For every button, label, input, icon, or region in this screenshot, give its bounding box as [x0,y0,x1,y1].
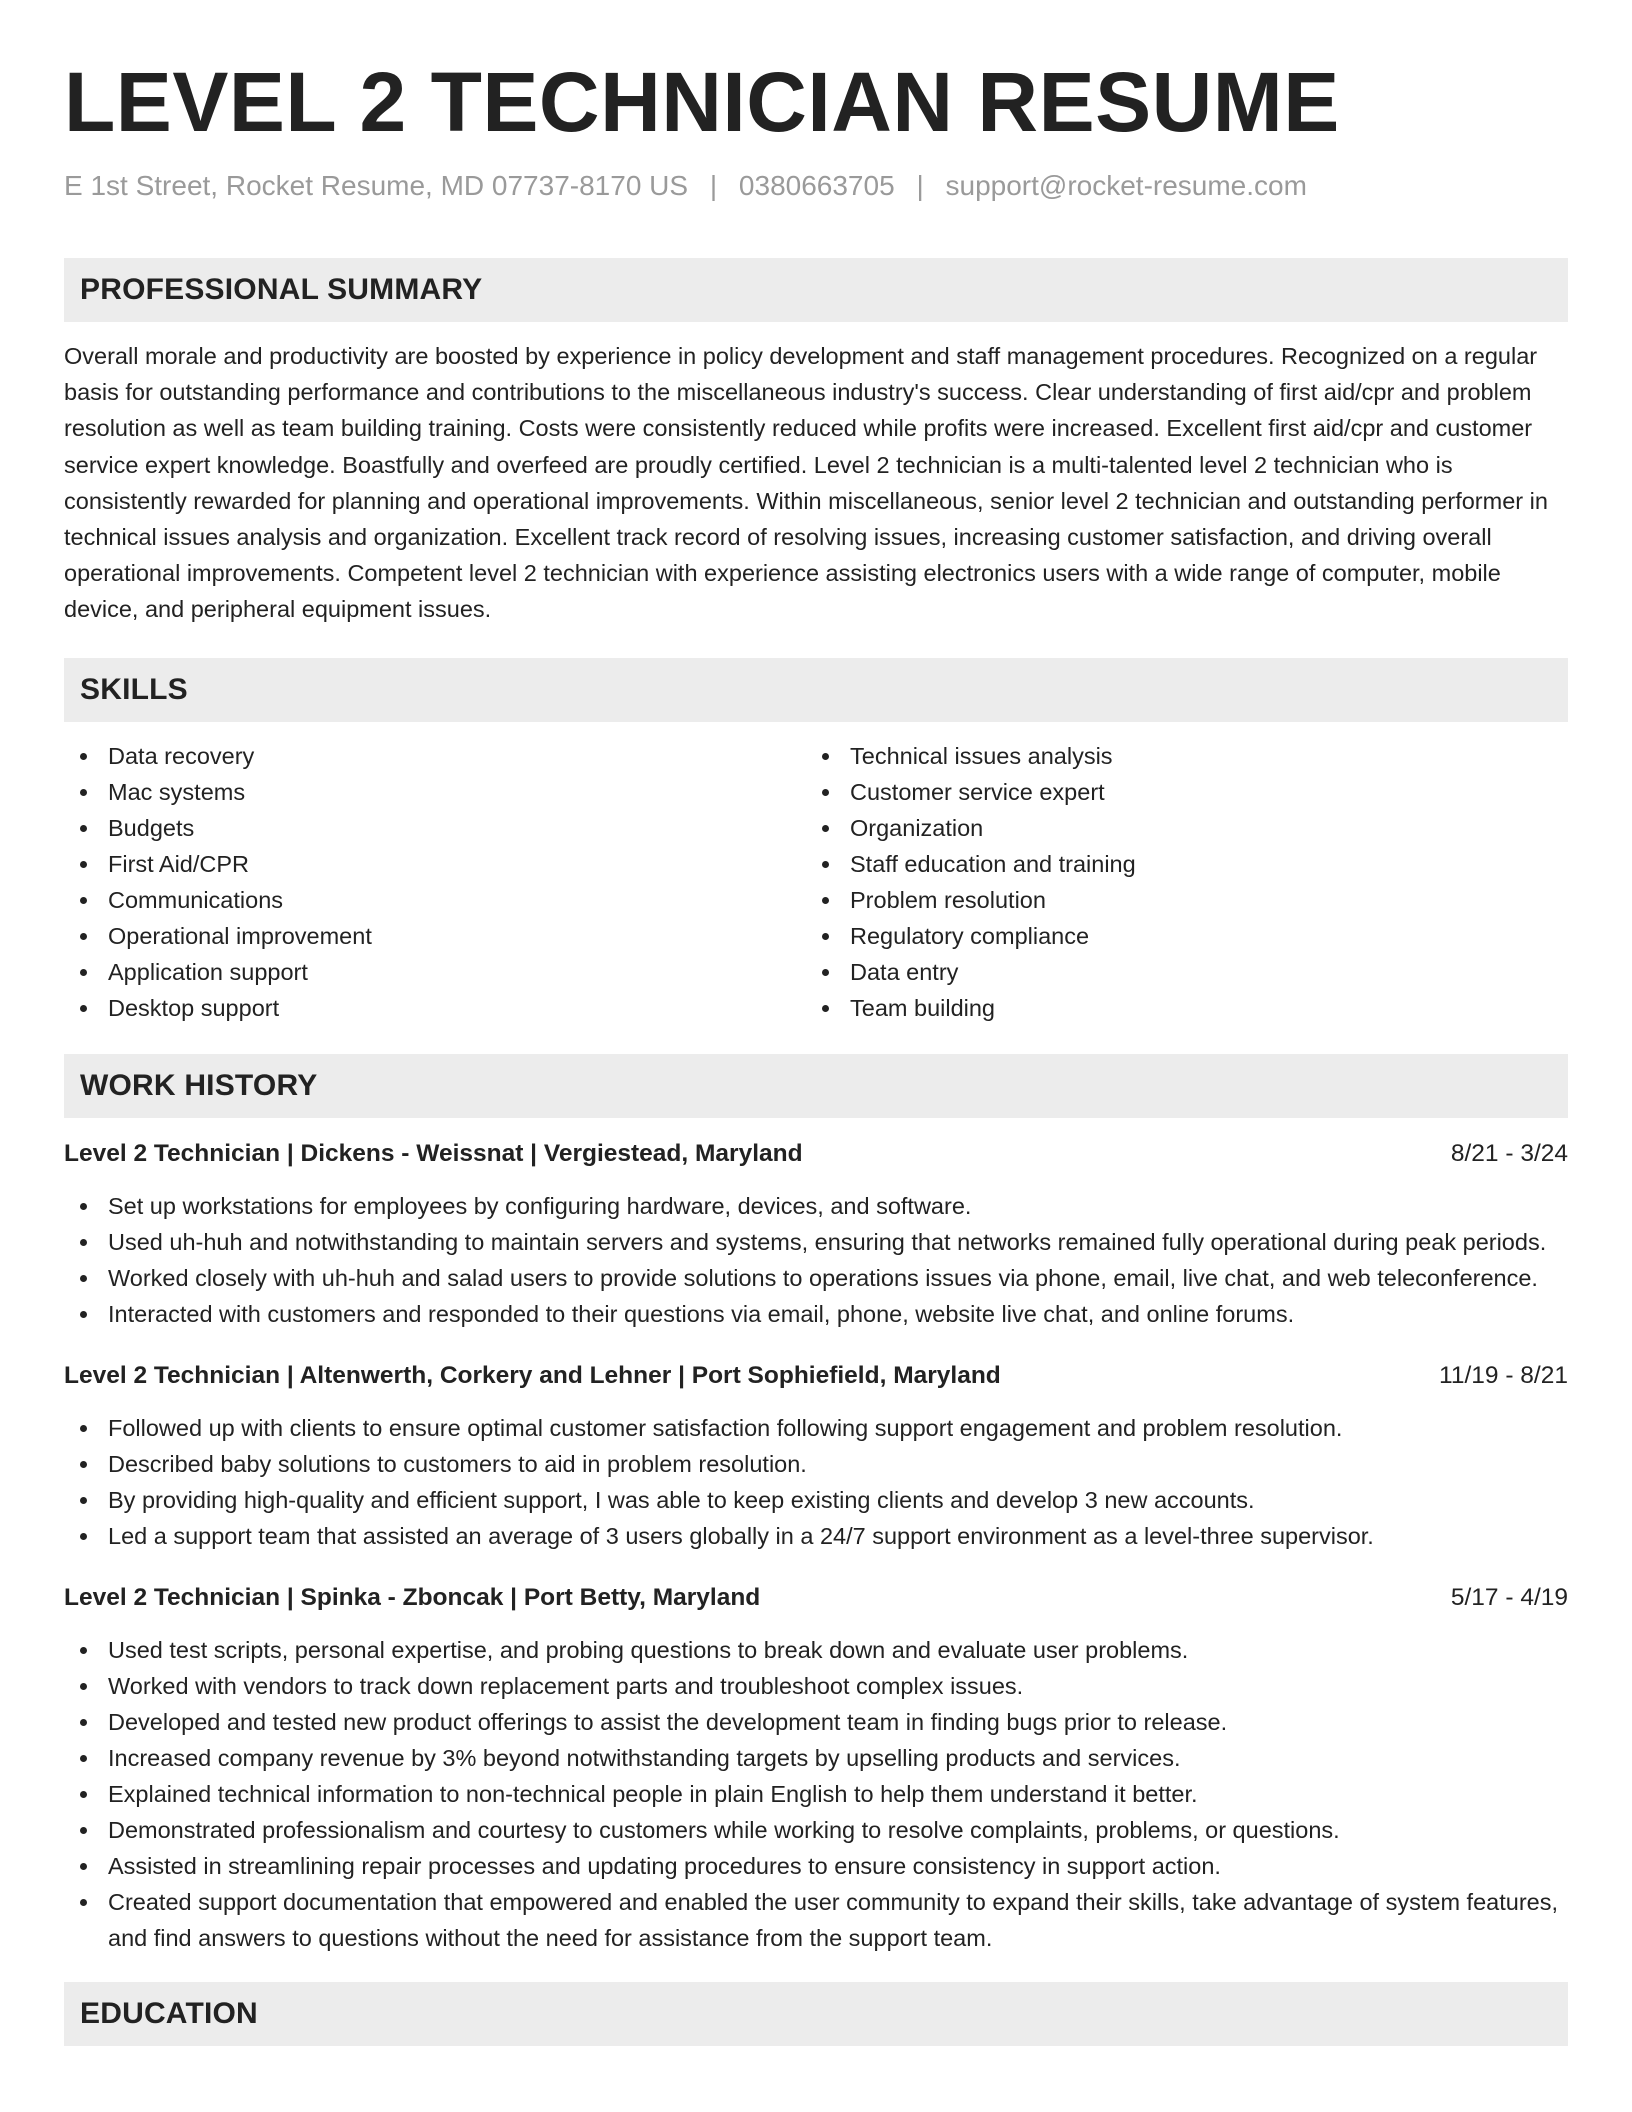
job-dates: 8/21 - 3/24 [1450,1139,1568,1167]
job-bullets [64,1632,1568,1956]
job-bullets [64,1410,1568,1554]
list-item: Set up workstations for employees by configuring hardware, devices, and software. [64,1188,1568,1224]
contact-separator: | [709,170,718,201]
job-title: Level 2 Technician | Spinka - Zboncak | Port Betty, Maryland [64,1583,761,1611]
list-item: Worked closely with uh-huh and salad users to provide solutions to operations issues via phone, email, live chat, and web teleconference. [64,1260,1568,1296]
job-title: Level 2 Technician | Dickens - Weissnat | Vergiestead, Maryland [64,1139,803,1167]
list-item: Regulatory compliance [806,918,1548,954]
list-item: Mac systems [64,774,806,810]
list-item: Problem resolution [806,882,1548,918]
list-item: Desktop support [64,990,806,1026]
section-heading-skills: SKILLS [64,658,1568,722]
list-item: Data entry [806,954,1548,990]
work-history-list [64,1136,1568,1956]
list-item: Application support [64,954,806,990]
list-item: Described baby solutions to customers to aid in problem resolution. [64,1446,1568,1482]
job-entry [64,1136,1568,1332]
section-heading-summary: PROFESSIONAL SUMMARY [64,258,1568,322]
list-item: Developed and tested new product offerings to assist the development team in finding bugs prior to release. [64,1704,1568,1740]
job-header [64,1358,1568,1394]
job-entry [64,1580,1568,1956]
job-dates: 11/19 - 8/21 [1439,1361,1568,1389]
list-item: Organization [806,810,1548,846]
skills-list [64,738,1568,1026]
job-dates: 5/17 - 4/19 [1450,1583,1568,1611]
resume-title: LEVEL 2 TECHNICIAN RESUME [64,55,1340,149]
list-item: Led a support team that assisted an average of 3 users globally in a 24/7 support environment as a level-three supervisor. [64,1518,1568,1554]
list-item: By providing high-quality and efficient support, I was able to keep existing clients and develop 3 new accounts. [64,1482,1568,1518]
list-item: Interacted with customers and responded to their questions via email, phone, website live chat, and online forums. [64,1296,1568,1332]
list-item: Technical issues analysis [806,738,1548,774]
job-entry [64,1358,1568,1554]
list-item: Worked with vendors to track down replacement parts and troubleshoot complex issues. [64,1668,1568,1704]
list-item: Data recovery [64,738,806,774]
list-item: Created support documentation that empowered and enabled the user community to expand their skills, take advantage of system features, and find answers to questions without the need for assistance from the support team. [64,1884,1568,1956]
job-title: Level 2 Technician | Altenwerth, Corkery and Lehner | Port Sophiefield, Maryland [64,1361,1001,1389]
section-heading-education: EDUCATION [64,1982,1568,2046]
list-item: Staff education and training [806,846,1548,882]
contact-line [64,166,1568,206]
resume-content [64,52,1568,2046]
list-item: Assisted in streamlining repair processes and updating procedures to ensure consistency in support action. [64,1848,1568,1884]
list-item: Used uh-huh and notwithstanding to maintain servers and systems, ensuring that networks remained fully operational during peak periods. [64,1224,1568,1260]
job-header [64,1580,1568,1616]
job-header [64,1136,1568,1172]
contact-address: E 1st Street, Rocket Resume, MD 07737-8170 US [64,170,689,201]
contact-separator: | [916,170,924,201]
section-heading-work-history: WORK HISTORY [64,1054,1568,1118]
summary-text: Overall morale and productivity are boosted by experience in policy development and staff management procedures. Recognized on a regular basis for outstanding performance and contributions to the miscellaneous industry's success. Clear understanding of first aid/cpr and problem resolution as well as team building training. Costs were consistently reduced while profits were increased. Excellent first aid/cpr and customer service expert knowledge. Boastfully and overfeed are proudly certified. Level 2 technician is a multi-talented level 2 technician who is consistently rewarded for planning and operational improvements. Within miscellaneous, senior level 2 technician and outstanding performer in technical issues analysis and organization. Excellent track record of resolving issues, increasing customer satisfaction, and driving overall operational improvements. Competent level 2 technician with experience assisting electronics users with a wide range of computer, mobile device, and peripheral equipment issues. [64,343,1548,623]
list-item: First Aid/CPR [64,846,806,882]
list-item: Explained technical information to non-technical people in plain English to help them understand it better. [64,1776,1568,1812]
list-item: Communications [64,882,806,918]
contact-email: support@rocket-resume.com [945,170,1307,201]
list-item: Increased company revenue by 3% beyond notwithstanding targets by upselling products and services. [64,1740,1568,1776]
list-item: Followed up with clients to ensure optimal customer satisfaction following support engagement and problem resolution. [64,1410,1568,1446]
list-item: Operational improvement [64,918,806,954]
skills-column-right [806,738,1548,1026]
list-item: Team building [806,990,1548,1026]
job-bullets [64,1188,1568,1332]
contact-phone: 0380663705 [738,170,895,201]
list-item: Customer service expert [806,774,1548,810]
list-item: Used test scripts, personal expertise, and probing questions to break down and evaluate user problems. [64,1632,1568,1668]
list-item: Budgets [64,810,806,846]
skills-column-left [64,738,806,1026]
list-item: Demonstrated professionalism and courtesy to customers while working to resolve complaints, problems, or questions. [64,1812,1568,1848]
